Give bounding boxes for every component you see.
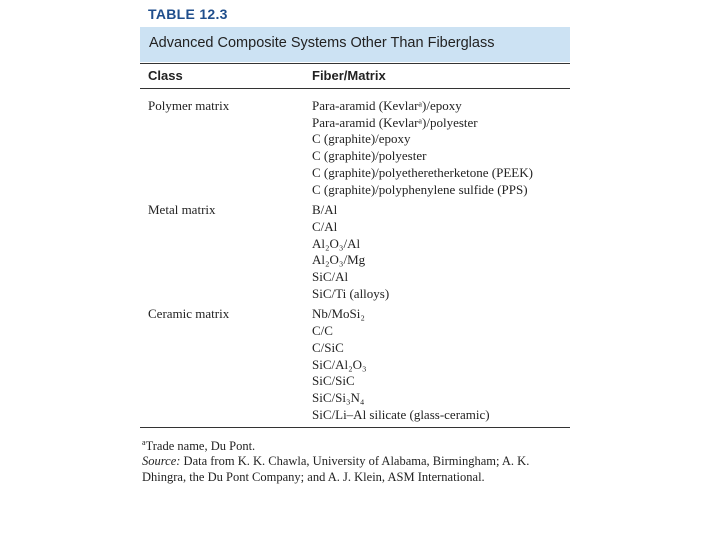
fiber-matrix-cell: Para-aramid (Kevlarᵃ)/polyester	[312, 114, 478, 130]
footnote-source-line-2: Dhingra, the Du Pont Company; and A. J. Klein, ASM International.	[142, 470, 485, 484]
fiber-matrix-cell: C (graphite)/epoxy	[312, 131, 411, 147]
table-bottom-rule	[140, 427, 570, 428]
fiber-matrix-cell: SiC/Li–Al silicate (glass-ceramic)	[312, 406, 490, 422]
fiber-matrix-cell: C (graphite)/polyphenylene sulfide (PPS)	[312, 181, 528, 197]
source-label: Source:	[142, 454, 181, 468]
fiber-matrix-cell: C/SiC	[312, 339, 344, 355]
fiber-matrix-cell: Para-aramid (Kevlarᵃ)/epoxy	[312, 98, 462, 113]
fiber-matrix-cell: C (graphite)/polyetheretherketone (PEEK)	[312, 164, 533, 180]
class-cell: Ceramic matrix	[148, 306, 230, 322]
header-top-rule	[140, 63, 570, 64]
header-bottom-rule	[140, 88, 570, 89]
fiber-matrix-cell: Al₂O₃/Mg	[312, 252, 366, 268]
fiber-matrix-cell: SiC/Al₂O₃	[312, 356, 367, 372]
table-title: Advanced Composite Systems Other Than Fiberglass	[149, 35, 495, 51]
fiber-matrix-cell: Nb/MoSi₂	[312, 306, 365, 322]
column-header-class: Class	[148, 68, 183, 83]
class-cell: Polymer matrix	[148, 98, 230, 113]
table-number: TABLE 12.3	[148, 6, 228, 22]
footnote-marker: a	[142, 438, 146, 447]
fiber-matrix-cell: SiC/Si₃N₄	[312, 389, 365, 405]
fiber-matrix-cell: Al₂O₃/Al	[312, 235, 361, 251]
footnote-source-line-1	[142, 453, 529, 469]
source-text-1: Data from K. K. Chawla, University of Alabama, Birmingham; A. K.	[180, 454, 530, 468]
column-header-fiber-matrix: Fiber/Matrix	[312, 68, 386, 83]
footnote-text: Trade name, Du Pont.	[145, 439, 256, 454]
fiber-matrix-cell: C/Al	[312, 218, 338, 234]
class-cell: Metal matrix	[148, 202, 216, 218]
fiber-matrix-cell: SiC/Al	[312, 269, 349, 284]
fiber-matrix-cell: B/Al	[312, 202, 338, 218]
footnote-trade-name	[142, 435, 255, 454]
fiber-matrix-cell: C/C	[312, 323, 333, 339]
table-title-band	[140, 27, 570, 62]
fiber-matrix-cell: SiC/SiC	[312, 373, 355, 389]
fiber-matrix-cell: C (graphite)/polyester	[312, 148, 427, 164]
fiber-matrix-cell: SiC/Ti (alloys)	[312, 285, 390, 301]
